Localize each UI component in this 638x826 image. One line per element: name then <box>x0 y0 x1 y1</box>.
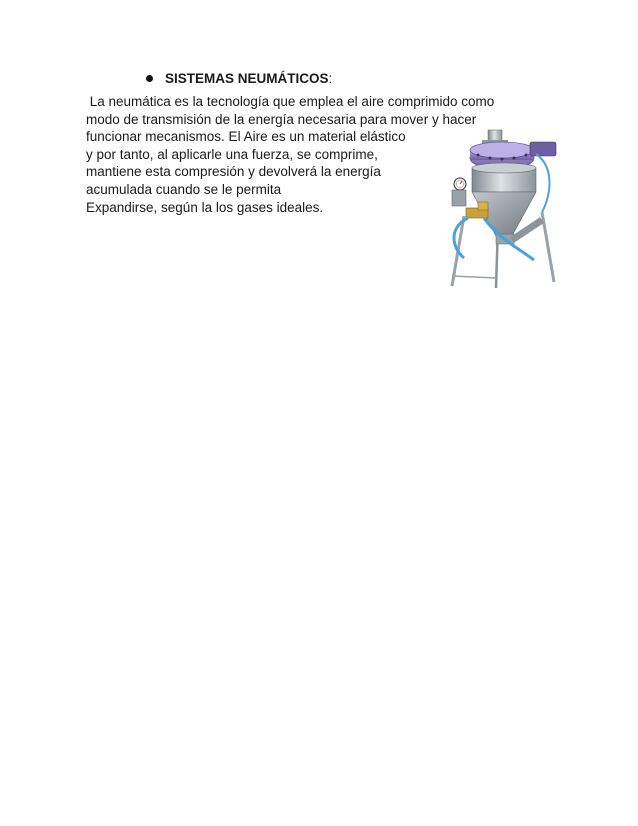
bullet-icon <box>146 75 153 82</box>
paragraph-line: La neumática es la tecnología que emplea el aire comprimido como <box>86 94 495 109</box>
section-heading <box>146 70 332 88</box>
paragraph-line: acumulada cuando se le permita <box>86 181 282 197</box>
paragraph-line: mantiene esta compresión y devolverá la energía <box>86 164 381 180</box>
heading-colon: : <box>328 71 333 86</box>
paragraph-line: Expandirse, según la los gases ideales. <box>86 199 324 215</box>
paragraph-line: modo de transmisión de la energía necesaria para mover y hacer <box>86 111 477 127</box>
pneumatic-conveyor-machine-icon <box>438 128 568 290</box>
heading-text: SISTEMAS NEUMÁTICOS <box>165 71 329 86</box>
paragraph-line: funcionar mecanismos. El Aire es un material elástico <box>86 129 406 145</box>
pneumatic-machine-image <box>438 128 568 290</box>
paragraph-line: y por tanto, al aplicarle una fuerza, se comprime, <box>86 146 378 162</box>
